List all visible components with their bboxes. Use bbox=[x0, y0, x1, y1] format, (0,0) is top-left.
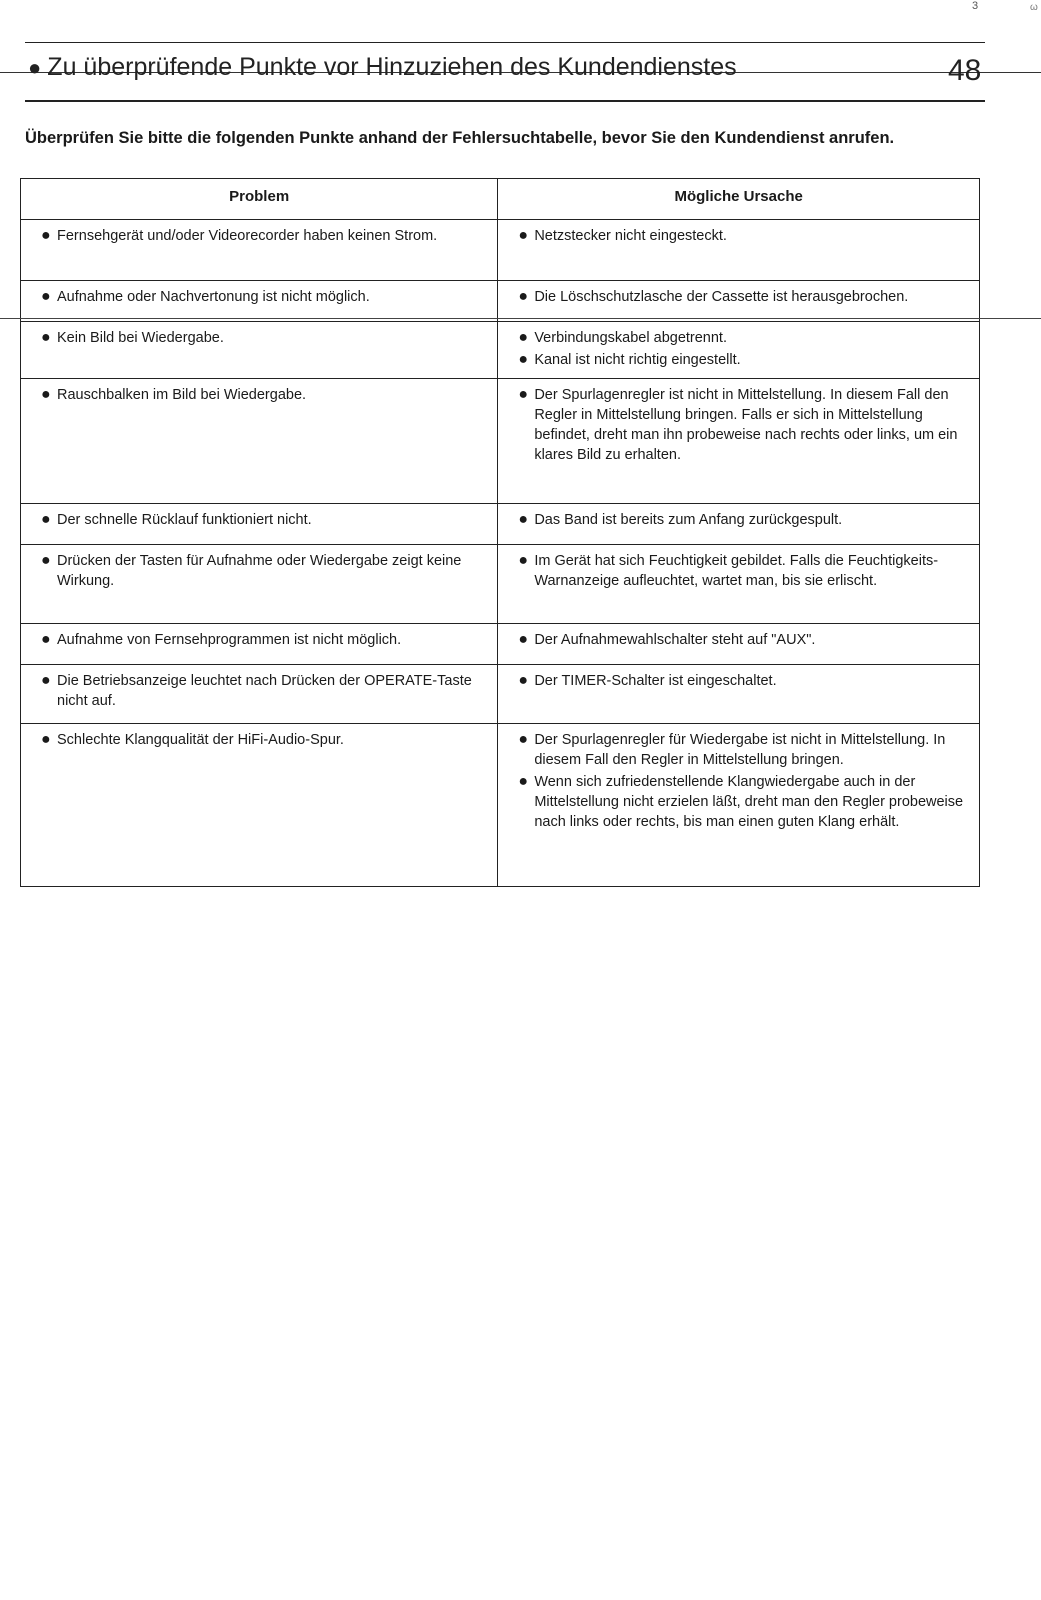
bullet-item bbox=[29, 730, 487, 750]
bullet-item bbox=[29, 671, 487, 711]
corner-mark: 3 bbox=[972, 0, 979, 12]
bullet-item bbox=[29, 287, 487, 307]
cause-cell bbox=[498, 624, 980, 665]
bullet-icon: ● bbox=[518, 351, 528, 368]
bullet-icon: ● bbox=[518, 731, 528, 748]
problem-cell bbox=[21, 220, 498, 281]
page-title-text: Zu überprüfende Punkte vor Hinzuziehen des Kundendienstes bbox=[47, 53, 737, 81]
cause-text: Das Band ist bereits zum Anfang zurückgespult. bbox=[534, 512, 843, 528]
bullet-icon: ● bbox=[518, 329, 528, 346]
bullet-icon: ● bbox=[518, 773, 528, 790]
bullet-item bbox=[506, 730, 969, 770]
problem-cell bbox=[21, 724, 498, 887]
cause-cell bbox=[498, 281, 980, 322]
page-scan-line bbox=[0, 318, 1041, 319]
problem-cell bbox=[21, 504, 498, 545]
bullet-item bbox=[506, 671, 969, 691]
problem-text: Aufnahme oder Nachvertonung ist nicht möglich. bbox=[57, 289, 370, 305]
bullet-icon: ● bbox=[518, 552, 528, 569]
corner-mark-secondary: ω bbox=[1030, 2, 1038, 13]
page-title bbox=[28, 53, 737, 82]
cause-cell bbox=[498, 545, 980, 624]
table-row bbox=[21, 379, 980, 504]
cause-cell bbox=[498, 665, 980, 724]
bullet-icon: ● bbox=[518, 288, 528, 305]
cause-cell bbox=[498, 504, 980, 545]
bullet-item bbox=[506, 385, 969, 465]
cause-text: Der Aufnahmewahlschalter steht auf "AUX". bbox=[534, 632, 816, 648]
bullet-icon: ● bbox=[41, 227, 51, 244]
bullet-icon: ● bbox=[41, 288, 51, 305]
problem-cell bbox=[21, 624, 498, 665]
troubleshooting-table bbox=[20, 178, 980, 887]
header-top-rule bbox=[25, 42, 985, 43]
problem-cell bbox=[21, 545, 498, 624]
table-row bbox=[21, 724, 980, 887]
page-number: 48 bbox=[948, 54, 982, 87]
bullet-icon: ● bbox=[518, 672, 528, 689]
problem-text: Fernsehgerät und/oder Videorecorder haben keinen Strom. bbox=[57, 228, 438, 244]
problem-cell bbox=[21, 665, 498, 724]
header-problem: Problem bbox=[21, 179, 498, 220]
cause-text: Die Löschschutzlasche der Cassette ist herausgebrochen. bbox=[534, 289, 909, 305]
problem-cell bbox=[21, 281, 498, 322]
problem-text: Der schnelle Rücklauf funktioniert nicht. bbox=[57, 512, 312, 528]
bullet-item bbox=[29, 385, 487, 405]
cause-text: Netzstecker nicht eingesteckt. bbox=[534, 228, 727, 244]
cause-text: Wenn sich zufriedenstellende Klangwiedergabe auch in der Mittelstellung nicht erzielen läßt, dreht man den Regler probeweise nach links oder rechts, bis man einen guten Klang erhält. bbox=[534, 774, 964, 830]
table-row bbox=[21, 220, 980, 281]
bullet-icon: ● bbox=[518, 386, 528, 403]
table-row bbox=[21, 665, 980, 724]
cause-cell bbox=[498, 220, 980, 281]
bullet-icon: ● bbox=[41, 672, 51, 689]
cause-text: Im Gerät hat sich Feuchtigkeit gebildet. Falls die Feuchtigkeits-Warnanzeige aufleuchtet, wartet man, bis sie erlischt. bbox=[534, 553, 939, 589]
bullet-item bbox=[506, 350, 969, 370]
problem-cell bbox=[21, 322, 498, 379]
problem-text: Aufnahme von Fernsehprogrammen ist nicht möglich. bbox=[57, 632, 402, 648]
bullet-icon: ● bbox=[41, 511, 51, 528]
bullet-icon: ● bbox=[41, 731, 51, 748]
table-body bbox=[21, 220, 980, 887]
bullet-icon: ● bbox=[518, 227, 528, 244]
problem-text: Schlechte Klangqualität der HiFi-Audio-Spur. bbox=[57, 732, 344, 748]
bullet-item bbox=[29, 551, 487, 591]
table-row bbox=[21, 624, 980, 665]
bullet-item bbox=[29, 630, 487, 650]
table-header-row bbox=[21, 179, 980, 220]
bullet-icon: ● bbox=[518, 631, 528, 648]
bullet-icon: ● bbox=[41, 552, 51, 569]
table-row bbox=[21, 545, 980, 624]
bullet-item bbox=[506, 328, 969, 348]
table-row bbox=[21, 322, 980, 379]
bullet-item bbox=[29, 510, 487, 530]
cause-text: Der Spurlagenregler ist nicht in Mittelstellung. In diesem Fall den Regler in Mittelstellung bringen. Falls er sich in Mittelstellung befindet, dreht man ihn probeweise nach rechts oder links, um ein klares Bild zu erhalten. bbox=[534, 387, 958, 463]
bullet-item bbox=[29, 328, 487, 348]
cause-text: Der TIMER-Schalter ist eingeschaltet. bbox=[534, 673, 777, 689]
bullet-item bbox=[29, 226, 487, 246]
problem-text: Kein Bild bei Wiedergabe. bbox=[57, 330, 224, 346]
bullet-icon: ● bbox=[41, 631, 51, 648]
cause-text: Der Spurlagenregler für Wiedergabe ist nicht in Mittelstellung. In diesem Fall den Regler in Mittelstellung bringen. bbox=[534, 732, 946, 768]
bullet-item bbox=[506, 287, 969, 307]
cause-text: Verbindungskabel abgetrennt. bbox=[534, 330, 727, 346]
table-row bbox=[21, 281, 980, 322]
bullet-icon: ● bbox=[41, 329, 51, 346]
header-cause: Mögliche Ursache bbox=[498, 179, 980, 220]
title-bullet-icon: ● bbox=[28, 55, 42, 80]
intro-text: Überprüfen Sie bitte die folgenden Punkte anhand der Fehlersuchtabelle, bevor Sie den Kundendienst anrufen. bbox=[25, 129, 895, 147]
header-bottom-rule bbox=[25, 100, 985, 102]
bullet-item bbox=[506, 772, 969, 832]
problem-text: Die Betriebsanzeige leuchtet nach Drücken der OPERATE-Taste nicht auf. bbox=[57, 673, 472, 709]
cause-cell bbox=[498, 724, 980, 887]
bullet-icon: ● bbox=[41, 386, 51, 403]
cause-text: Kanal ist nicht richtig eingestellt. bbox=[534, 352, 741, 368]
bullet-icon: ● bbox=[518, 511, 528, 528]
table-row bbox=[21, 504, 980, 545]
cause-cell bbox=[498, 379, 980, 504]
bullet-item bbox=[506, 510, 969, 530]
bullet-item bbox=[506, 226, 969, 246]
bullet-item bbox=[506, 551, 969, 591]
problem-text: Rauschbalken im Bild bei Wiedergabe. bbox=[57, 387, 307, 403]
problem-text: Drücken der Tasten für Aufnahme oder Wiedergabe zeigt keine Wirkung. bbox=[57, 553, 462, 589]
cause-cell bbox=[498, 322, 980, 379]
bullet-item bbox=[506, 630, 969, 650]
problem-cell bbox=[21, 379, 498, 504]
